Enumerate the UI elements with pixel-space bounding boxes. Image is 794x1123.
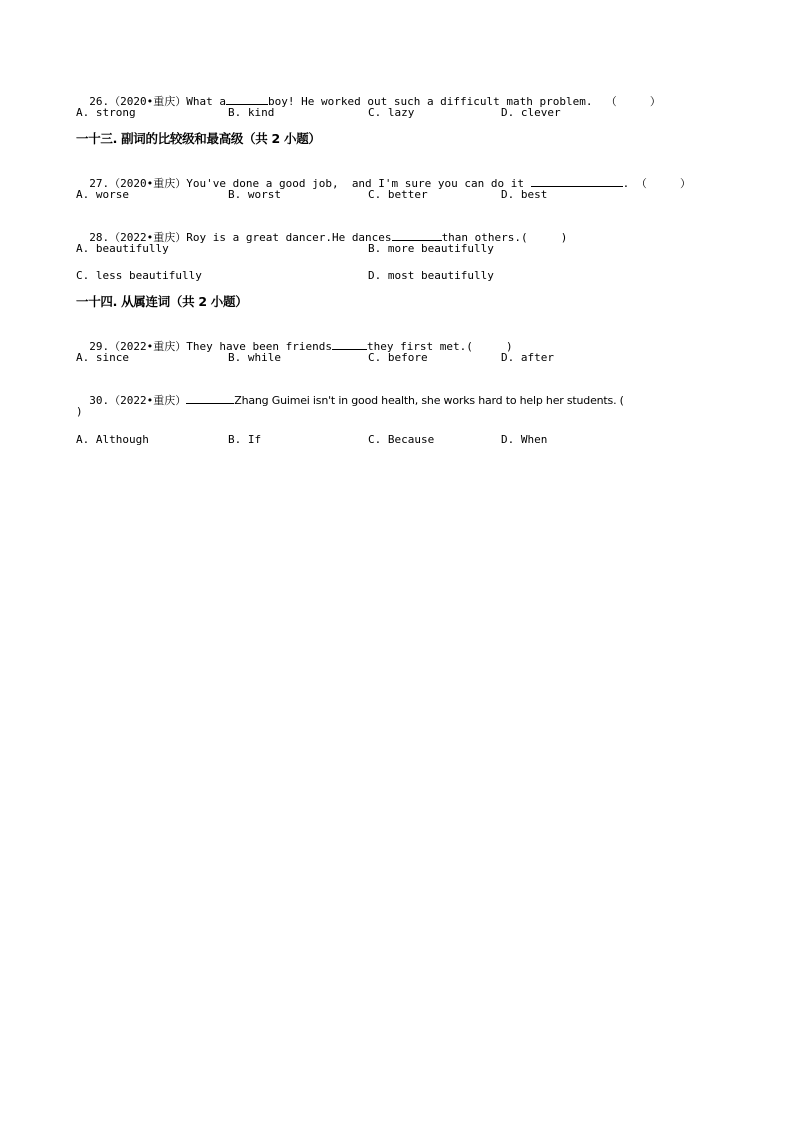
option-d[interactable]: D. after bbox=[501, 351, 554, 364]
question-30 bbox=[76, 378, 624, 408]
question-stem-end: than others. bbox=[441, 231, 522, 244]
question-number: 29. bbox=[89, 340, 110, 353]
question-number: 30. bbox=[89, 394, 110, 407]
option-b[interactable]: B. while bbox=[228, 351, 281, 364]
question-number: 27. bbox=[89, 177, 110, 190]
option-d[interactable]: D. When bbox=[501, 433, 548, 446]
option-b[interactable]: B. worst bbox=[228, 188, 281, 201]
question-stem-start: You've done a good job, and I'm sure you can do it bbox=[186, 177, 525, 190]
option-b[interactable]: B. kind bbox=[228, 106, 275, 119]
question-stem-start: They have been friends bbox=[186, 340, 332, 353]
answer-blank[interactable] bbox=[332, 338, 367, 350]
answer-blank[interactable] bbox=[531, 175, 623, 187]
section-heading-13: 一十三. 副词的比较级和最高级（共 2 小题） bbox=[76, 131, 321, 146]
answer-blank[interactable] bbox=[226, 93, 268, 105]
question-source: （2022•重庆） bbox=[109, 231, 187, 244]
answer-parentheses[interactable]: （ ） bbox=[635, 177, 692, 190]
option-c[interactable]: C. better bbox=[368, 188, 428, 201]
question-stem-end: they first met. bbox=[366, 340, 467, 353]
question-source: （2022•重庆） bbox=[109, 394, 187, 407]
answer-parentheses[interactable]: （ ） bbox=[605, 95, 661, 108]
question-number: 28. bbox=[89, 231, 110, 244]
option-c[interactable]: C. before bbox=[368, 351, 428, 364]
answer-blank[interactable] bbox=[392, 229, 442, 241]
section-heading-14: 一十四. 从属连词（共 2 小题） bbox=[76, 294, 248, 309]
option-a[interactable]: A. since bbox=[76, 351, 129, 364]
option-b[interactable]: B. If bbox=[228, 433, 262, 446]
question-29 bbox=[76, 324, 513, 354]
option-a[interactable]: A. Although bbox=[76, 433, 149, 446]
question-stem-end: boy! He worked out such a difficult math problem. bbox=[268, 95, 593, 108]
answer-parentheses[interactable]: ( ) bbox=[466, 340, 513, 353]
option-d[interactable]: D. most beautifully bbox=[368, 269, 494, 282]
option-a[interactable]: A. beautifully bbox=[76, 242, 169, 255]
question-27 bbox=[76, 161, 691, 191]
question-source: （2020•重庆） bbox=[109, 177, 187, 190]
answer-blank[interactable] bbox=[186, 392, 234, 404]
option-c[interactable]: C. less beautifully bbox=[76, 269, 202, 282]
option-a[interactable]: A. worse bbox=[76, 188, 129, 201]
question-source: （2020•重庆） bbox=[109, 95, 187, 108]
question-stem-start: Roy is a great dancer.He dances bbox=[186, 231, 392, 244]
option-d[interactable]: D. best bbox=[501, 188, 548, 201]
question-number: 26. bbox=[89, 95, 110, 108]
option-c[interactable]: C. lazy bbox=[368, 106, 415, 119]
option-c[interactable]: C. Because bbox=[368, 433, 435, 446]
option-d[interactable]: D. clever bbox=[501, 106, 561, 119]
question-26 bbox=[76, 79, 661, 109]
question-stem-end: . bbox=[622, 177, 630, 190]
answer-parentheses-close[interactable]: ) bbox=[76, 405, 83, 418]
question-stem-end: Zhang Guimei isn't in good health, she works hard to help her students. ( bbox=[234, 394, 624, 407]
question-28 bbox=[76, 215, 567, 245]
option-a[interactable]: A. strong bbox=[76, 106, 136, 119]
option-b[interactable]: B. more beautifully bbox=[368, 242, 494, 255]
question-source: （2022•重庆） bbox=[109, 340, 187, 353]
answer-parentheses[interactable]: ( ) bbox=[521, 231, 568, 244]
question-stem-start: What a bbox=[186, 95, 226, 108]
